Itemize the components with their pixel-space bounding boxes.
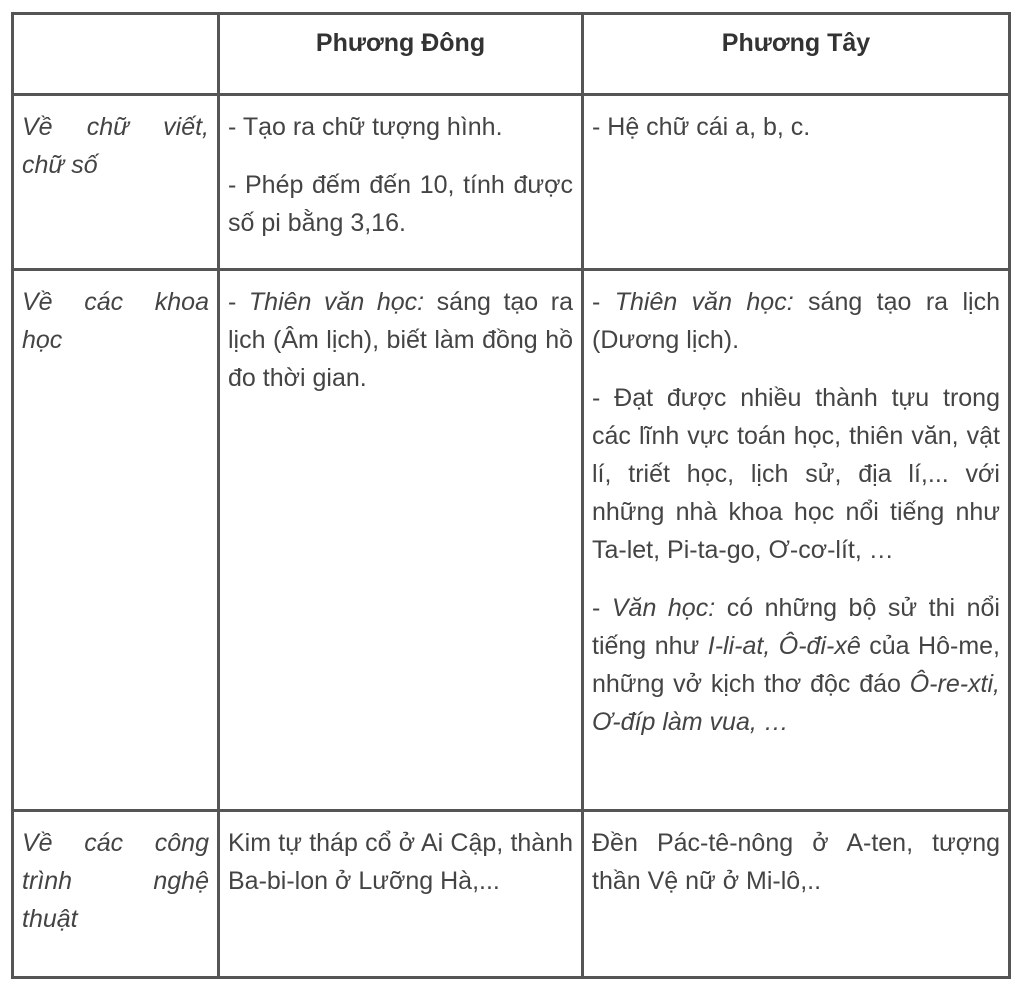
text-body: của Hô-me, những vở kịch thơ độc đáo (592, 632, 1000, 698)
cell-paragraph (592, 589, 1000, 741)
header-east: Phương Đông (219, 14, 583, 95)
comparison-table (11, 12, 1011, 979)
cell-east-art (219, 811, 583, 978)
italic-term: Thiên văn học: (248, 288, 425, 316)
cell-paragraph: - Tạo ra chữ tượng hình. (228, 113, 503, 141)
cell-paragraph (228, 283, 573, 397)
row-label-line: Về chữ viết, (22, 113, 209, 141)
text-prefix: - (592, 288, 615, 316)
italic-term: I-li-at, Ô-đi-xê (707, 632, 861, 660)
row-label-line: trình nghệ (22, 867, 209, 895)
cell-paragraph: Đền Pác-tê-nông ở A-ten, tượng thần Vệ nữ ở Mi-lô,.. (592, 829, 1000, 895)
cell-west-science (583, 270, 1010, 811)
row-label-line: Về các khoa (22, 288, 209, 316)
cell-paragraph: - Hệ chữ cái a, b, c. (592, 113, 811, 141)
italic-term: Thiên văn học: (614, 288, 794, 316)
cell-paragraph (592, 283, 1000, 359)
row-label-art (13, 811, 219, 978)
header-row (13, 14, 1010, 95)
table-row (13, 95, 1010, 270)
header-empty (13, 14, 219, 95)
cell-paragraph: - Phép đếm đến 10, tính được số pi bằng 3,16. (228, 171, 573, 237)
comparison-table-container (11, 12, 1008, 976)
header-west: Phương Tây (583, 14, 1010, 95)
row-label-line: học (22, 326, 63, 354)
cell-east-writing (219, 95, 583, 270)
cell-paragraph (592, 379, 1000, 569)
text-body: sáng tạo ra lịch (Dương lịch). (592, 288, 1000, 354)
text-prefix: - (592, 594, 612, 622)
text-body: sáng tạo ra lịch (Âm lịch), biết làm đồng hồ đo thời gian. (228, 288, 573, 392)
row-label-line: thuật (22, 905, 78, 933)
cell-east-science (219, 270, 583, 811)
row-label-science (13, 270, 219, 811)
table-row (13, 270, 1010, 811)
italic-term: Ô-re-xti, Ơ-đíp làm vua, … (592, 670, 1000, 736)
cell-west-art (583, 811, 1010, 978)
table-row (13, 811, 1010, 978)
text-body: - Đạt được nhiều thành tựu trong các lĩnh vực toán học, thiên văn, vật lí, triết học, lịch sử, địa lí,... với những nhà khoa học nổi tiếng như Ta-let, Pi-ta-go, Ơ-cơ-lít, … (592, 384, 1000, 564)
row-label-line: chữ số (22, 151, 98, 179)
row-label-line: Về các công (22, 829, 209, 857)
cell-paragraph: Kim tự tháp cổ ở Ai Cập, thành Ba-bi-lon ở Lưỡng Hà,... (228, 829, 573, 895)
row-label-writing (13, 95, 219, 270)
cell-west-writing (583, 95, 1010, 270)
italic-term: Văn học: (611, 594, 716, 622)
text-body: có những bộ sử thi nổi tiếng như (592, 594, 1000, 660)
text-prefix: - (228, 288, 249, 316)
